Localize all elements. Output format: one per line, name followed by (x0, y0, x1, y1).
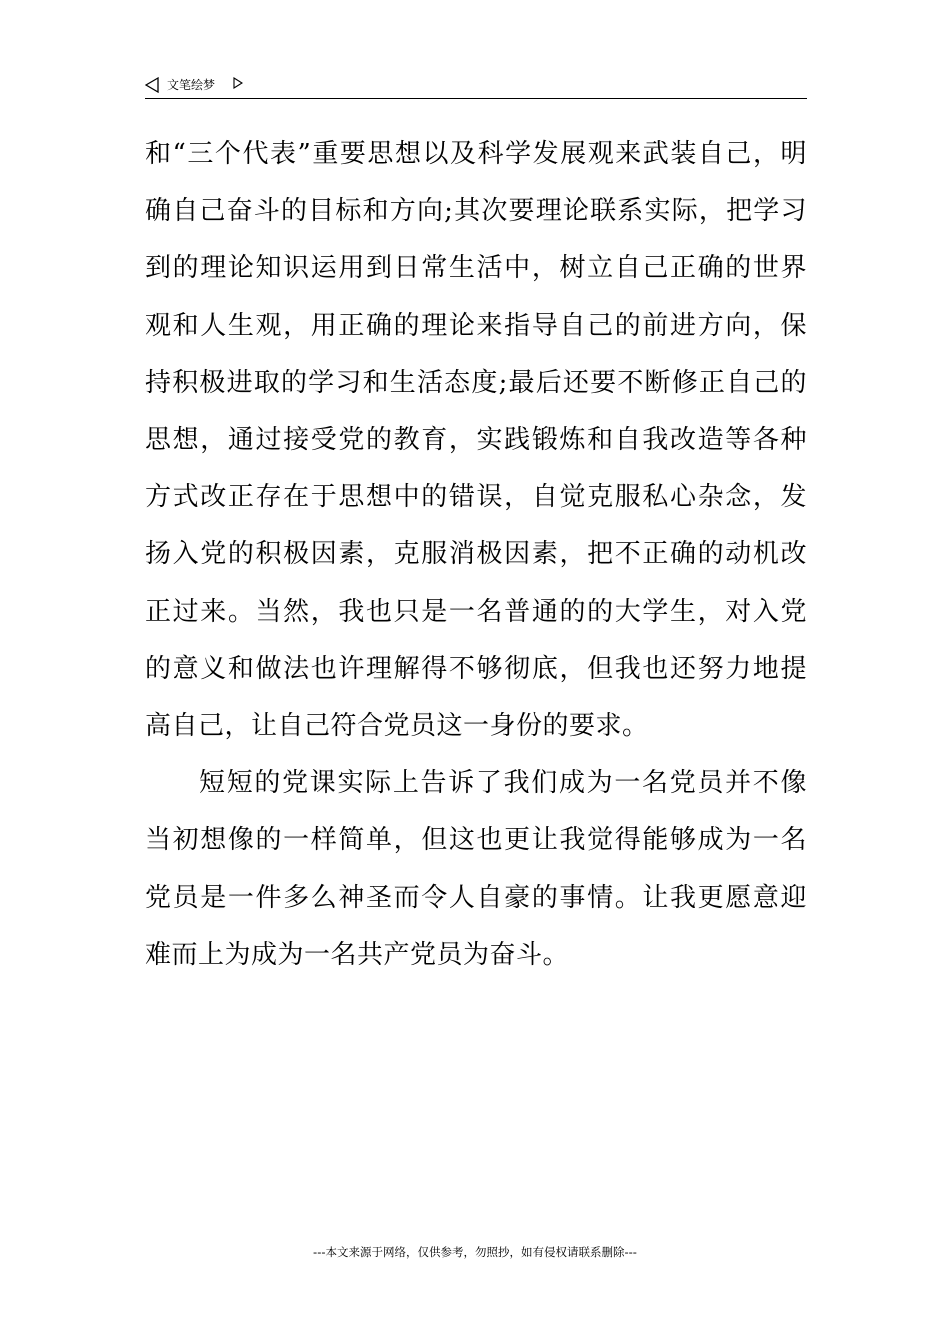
triangle-left-outline-icon (145, 77, 159, 93)
footer-disclaimer: ---本文来源于网络，仅供参考，勿照抄，如有侵权请联系删除--- (313, 1245, 637, 1259)
paragraph: 短短的党课实际上告诉了我们成为一名党员并不像当初想像的一样简单，但这也更让我觉得能够成为一名党员是一件多么神圣而令人自豪的事情。让我更愿意迎难而上为成为一名共产党员为奋斗。 (145, 768, 807, 970)
paragraph-continued: 和“三个代表”重要思想以及科学发展观来武装自己，明确自己奋斗的目标和方向;其次要理论联系实际，把学习到的理论知识运用到日常生活中，树立自己正确的世界观和人生观，用正确的理论来指导自己的前进方向，保持积极进取的学习和生活态度;最后还要不断修正自己的思想，通过接受党的教育，实践锻炼和自我改造等各种方式改正存在于思想中的错误，自觉克服私心杂念，发扬入党的积极因素，克服消极因素，把不正确的动机改正过来。当然，我也只是一名普通的的大学生，对入党的意义和做法也许理解得不够彻底，但我也还努力地提高自己，让自己符合党员这一身份的要求。 (145, 139, 807, 742)
triangle-right-outline-icon (233, 77, 243, 89)
page-header (145, 74, 807, 99)
document-body (145, 126, 807, 984)
header-title: 文笔绘梦 (167, 78, 216, 92)
